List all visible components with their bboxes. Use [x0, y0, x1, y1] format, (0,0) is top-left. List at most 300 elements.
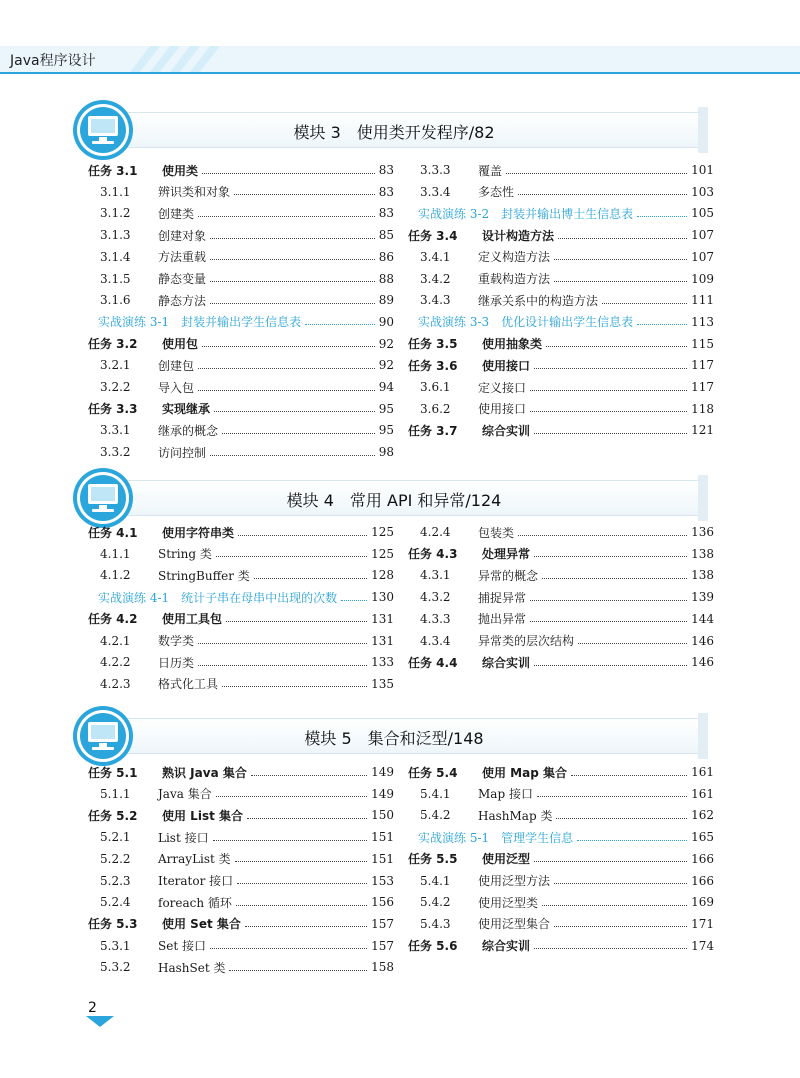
toc-entry-page: 130: [371, 590, 394, 605]
toc-entry-sub[interactable]: [100, 674, 394, 694]
leader-dots: [198, 665, 367, 666]
toc-entry-page: 146: [691, 633, 714, 648]
toc-entry-page: 83: [378, 163, 394, 177]
toc-entry-number: 3.1.2: [100, 206, 131, 221]
toc-entry-title: 设计构造方法: [482, 228, 555, 243]
toc-entry-sub[interactable]: [100, 269, 394, 289]
toc-entry-task[interactable]: [408, 225, 714, 245]
leader-dots: [537, 796, 687, 797]
leader-dots: [237, 883, 367, 884]
toc-entry-number: 任务 4.1: [88, 525, 138, 540]
leader-dots: [571, 775, 687, 776]
toc-entry-page: 118: [691, 401, 714, 416]
leader-dots: [198, 216, 375, 217]
toc-entry-number: 任务 3.1: [88, 163, 138, 178]
toc-entry-number: 5.2.2: [100, 851, 131, 866]
toc-entry-number: 4.3.2: [420, 590, 451, 605]
toc-entry-page: 149: [371, 786, 394, 801]
toc-entry-number: 3.2.1: [100, 358, 131, 373]
toc-entry-title: HashMap 类: [478, 808, 553, 823]
toc-entry-title: 捕捉异常: [478, 590, 527, 605]
leader-dots: [554, 883, 687, 884]
toc-entry-task[interactable]: [88, 522, 394, 542]
toc-entry-title: 格式化工具: [158, 677, 219, 692]
toc-entry-page: 98: [378, 445, 394, 460]
leader-dots: [637, 216, 687, 217]
leader-dots: [198, 368, 375, 369]
toc-entry-page: 166: [691, 851, 714, 866]
toc-entry-page: 89: [378, 293, 394, 308]
toc-entry-sub[interactable]: [100, 355, 394, 375]
toc-entry-number: 5.4.3: [420, 916, 451, 931]
toc-entry-task[interactable]: [88, 805, 394, 825]
toc-entry-prac[interactable]: [418, 312, 714, 332]
toc-entry-title: 使用接口: [478, 402, 527, 417]
toc-entry-task[interactable]: [88, 399, 394, 419]
toc-entry-title: Map 接口: [478, 787, 533, 802]
toc-entry-title: 覆盖: [478, 163, 503, 178]
toc-entry-number: 4.1.2: [100, 568, 131, 583]
toc-entry-sub[interactable]: [420, 269, 714, 289]
toc-entry-task[interactable]: [88, 334, 394, 354]
leader-dots: [530, 411, 687, 412]
leader-dots: [518, 535, 687, 536]
toc-entry-sub[interactable]: [100, 203, 394, 223]
toc-entry-title: 异常类的层次结构: [478, 634, 575, 648]
leader-dots: [534, 948, 687, 949]
toc-entry-title: Java 集合: [158, 787, 212, 802]
toc-entry-page: 135: [371, 676, 394, 691]
toc-entry-number: 3.6.1: [420, 380, 451, 394]
toc-entry-task[interactable]: [88, 762, 394, 782]
toc-entry-sub[interactable]: [420, 631, 714, 651]
toc-entry-page: 171: [691, 916, 714, 931]
toc-entry-sub[interactable]: [100, 936, 394, 956]
toc-entry-sub[interactable]: [420, 871, 714, 891]
leader-dots: [534, 665, 687, 666]
leader-dots: [534, 368, 687, 369]
toc-entry-sub[interactable]: [420, 565, 714, 585]
leader-dots: [235, 861, 367, 862]
toc-entry-title: 方法重载: [158, 250, 207, 265]
toc-entry-sub[interactable]: [420, 399, 714, 419]
toc-entry-task[interactable]: [408, 762, 714, 782]
toc-entry-sub[interactable]: [100, 957, 394, 977]
toc-entry-task[interactable]: [88, 160, 394, 180]
toc-entry-task[interactable]: [408, 544, 714, 564]
toc-entry-sub[interactable]: [100, 565, 394, 585]
toc-entry-task[interactable]: [408, 936, 714, 956]
toc-entry-number: 5.3.2: [100, 960, 131, 975]
toc-entry-page: 92: [378, 358, 394, 373]
header-band: [0, 46, 800, 72]
leader-dots: [210, 455, 375, 456]
toc-entry-sub[interactable]: [100, 849, 394, 869]
toc-entry-page: 136: [691, 525, 714, 539]
toc-entry-number: 4.2.2: [100, 655, 131, 670]
toc-entry-title: 静态变量: [158, 272, 207, 286]
toc-entry-page: 131: [371, 633, 394, 648]
leader-dots: [554, 926, 687, 927]
leader-dots: [542, 578, 687, 579]
toc-entry-number: 3.1.4: [100, 249, 131, 264]
leader-dots: [229, 970, 367, 971]
toc-entry-title: 使用接口: [482, 358, 531, 373]
leader-dots: [247, 818, 367, 819]
toc-entry-title: 导入包: [158, 380, 195, 395]
toc-entry-title: StringBuffer 类: [158, 568, 250, 583]
toc-entry-task[interactable]: [408, 652, 714, 672]
toc-entry-task[interactable]: [88, 914, 394, 934]
toc-entry-page: 158: [371, 960, 394, 975]
toc-entry-page: 95: [378, 423, 394, 438]
toc-entry-number: 任务 5.6: [408, 939, 458, 954]
toc-entry-number: 任务 3.4: [408, 228, 458, 243]
toc-entry-prac[interactable]: [98, 587, 394, 607]
toc-entry-number: 3.4.3: [420, 293, 451, 308]
toc-entry-page: 111: [691, 293, 714, 308]
module-title: 模块 3 使用类开发程序/82: [293, 123, 495, 142]
leader-dots: [213, 840, 367, 841]
toc-entry-number: 任务 3.3: [88, 402, 138, 417]
leader-dots: [236, 905, 367, 906]
leader-dots: [534, 861, 687, 862]
toc-entry-page: 107: [691, 249, 714, 264]
toc-entry-page: 125: [371, 546, 394, 561]
toc-entry-number: 任务 5.3: [88, 917, 138, 932]
leader-dots: [202, 346, 375, 347]
running-header-title: Java程序设计: [10, 53, 96, 69]
toc-entry-page: 150: [371, 808, 394, 823]
toc-entry-number: 5.4.1: [420, 786, 451, 801]
toc-entry-task[interactable]: [88, 609, 394, 629]
toc-entry-page: 131: [371, 611, 394, 626]
toc-entry-number: 3.1.3: [100, 228, 131, 243]
toc-entry-sub[interactable]: [100, 827, 394, 847]
toc-entry-page: 165: [691, 830, 714, 845]
toc-entry-number: 任务 5.4: [408, 765, 458, 780]
toc-entry-number: 5.1.1: [100, 786, 131, 801]
toc-entry-page: 83: [378, 206, 394, 221]
toc-entry-number: 5.4.2: [420, 895, 451, 910]
toc-entry-title: 使用包: [162, 337, 199, 352]
toc-entry-sub[interactable]: [100, 652, 394, 672]
toc-entry-page: 117: [691, 380, 714, 394]
toc-entry-title: Set 接口: [158, 939, 206, 954]
leader-dots: [554, 259, 687, 260]
toc-entry-sub[interactable]: [420, 609, 714, 629]
toc-entry-title: 重载构造方法: [478, 272, 551, 286]
toc-entry-number: 4.2.3: [100, 676, 131, 691]
toc-entry-title: 继承关系中的构造方法: [478, 293, 599, 308]
toc-entry-sub[interactable]: [100, 631, 394, 651]
toc-entry-number: 3.4.2: [420, 271, 451, 286]
leader-dots: [226, 621, 367, 622]
leader-dots: [577, 840, 687, 841]
toc-entry-title: 辨识类和对象: [158, 185, 231, 200]
toc-entry-title: 使用 List 集合: [162, 808, 243, 823]
toc-entry-number: 任务 3.7: [408, 423, 458, 438]
toc-entry-page: 85: [378, 228, 394, 243]
toc-entry-page: 109: [691, 271, 714, 286]
toc-entry-page: 101: [691, 163, 714, 177]
leader-dots: [530, 621, 687, 622]
toc-entry-title: 使用抽象类: [482, 337, 543, 352]
toc-entry-title: 实现继承: [162, 402, 211, 417]
toc-entry-number: 3.3.3: [420, 163, 451, 177]
toc-entry-number: 5.2.3: [100, 873, 131, 888]
toc-entry-title: 创建类: [158, 206, 195, 221]
toc-entry-title: 异常的概念: [478, 568, 539, 583]
toc-entry-title: 实战演练 3-2 封装并输出博士生信息表: [418, 206, 634, 221]
toc-entry-title: 数学类: [158, 634, 195, 648]
toc-entry-sub[interactable]: [420, 914, 714, 934]
toc-entry-page: 144: [691, 611, 714, 626]
toc-entry-title: 处理异常: [482, 547, 531, 562]
toc-entry-sub[interactable]: [100, 290, 394, 310]
module-title: 模块 5 集合和泛型/148: [304, 729, 484, 748]
toc-entry-task[interactable]: [408, 420, 714, 440]
leader-dots: [254, 578, 367, 579]
toc-entry-number: 3.6.2: [420, 401, 451, 416]
toc-entry-title: 使用类: [162, 163, 199, 178]
page-marker-triangle-icon: [86, 1016, 114, 1027]
leader-dots: [530, 390, 687, 391]
toc-entry-title: 综合实训: [482, 423, 531, 438]
toc-entry-prac[interactable]: [418, 827, 714, 847]
leader-dots: [637, 324, 687, 325]
leader-dots: [530, 600, 687, 601]
leader-dots: [214, 411, 375, 412]
toc-entry-title: 实战演练 3-3 优化设计输出学生信息表: [418, 315, 634, 330]
toc-entry-title: 抛出异常: [478, 612, 527, 627]
leader-dots: [602, 303, 687, 304]
leader-dots: [546, 346, 687, 347]
toc-entry-page: 161: [691, 786, 714, 801]
toc-entry-number: 任务 3.2: [88, 337, 138, 352]
toc-entry-title: foreach 循环: [158, 895, 232, 910]
toc-entry-number: 4.3.4: [420, 633, 451, 648]
toc-entry-prac[interactable]: [418, 203, 714, 223]
page-number: 2: [88, 1000, 97, 1016]
toc-entry-number: 任务 5.5: [408, 852, 458, 867]
toc-entry-title: 使用 Set 集合: [162, 917, 241, 932]
toc-entry-page: 95: [378, 401, 394, 416]
toc-entry-page: 115: [691, 336, 714, 351]
toc-entry-title: 实战演练 3-1 封装并输出学生信息表: [98, 315, 302, 330]
toc-entry-number: 任务 4.2: [88, 612, 138, 627]
leader-dots: [558, 238, 687, 239]
toc-entry-page: 146: [691, 655, 714, 670]
toc-entry-title: 使用泛型类: [478, 895, 539, 910]
toc-entry-number: 任务 4.4: [408, 655, 458, 670]
toc-entry-page: 125: [371, 525, 394, 539]
leader-dots: [238, 535, 367, 536]
leader-dots: [210, 259, 375, 260]
leader-dots: [210, 281, 375, 282]
toc-entry-sub[interactable]: [420, 290, 714, 310]
leader-dots: [210, 238, 375, 239]
toc-entry-sub[interactable]: [420, 805, 714, 825]
toc-entry-page: 138: [691, 546, 714, 561]
toc-entry-task[interactable]: [408, 355, 714, 375]
module-banner: [80, 480, 708, 516]
toc-entry-number: 任务 4.3: [408, 547, 458, 562]
leader-dots: [341, 600, 367, 601]
leader-dots: [245, 926, 367, 927]
toc-entry-title: HashSet 类: [158, 960, 226, 975]
toc-entry-page: 121: [691, 423, 714, 438]
toc-entry-number: 3.4.1: [420, 249, 451, 264]
toc-entry-number: 5.2.4: [100, 895, 131, 910]
toc-entry-number: 5.2.1: [100, 830, 131, 845]
toc-entry-sub[interactable]: [420, 892, 714, 912]
toc-entry-sub[interactable]: [420, 587, 714, 607]
leader-dots: [534, 433, 687, 434]
leader-dots: [210, 303, 375, 304]
toc-entry-sub[interactable]: [100, 871, 394, 891]
toc-entry-page: 156: [371, 895, 394, 910]
toc-entry-title: 创建对象: [158, 228, 207, 243]
toc-entry-number: 4.2.4: [420, 525, 451, 539]
module-banner: [80, 718, 708, 754]
toc-entry-title: 综合实训: [482, 655, 531, 670]
toc-entry-title: 定义接口: [478, 380, 527, 395]
leader-dots: [234, 194, 375, 195]
toc-entry-title: ArrayList 类: [158, 852, 231, 867]
toc-entry-title: 实战演练 4-1 统计子串在母串中出现的次数: [98, 590, 338, 605]
module-title: 模块 4 常用 API 和异常/124: [286, 491, 502, 510]
toc-entry-title: 静态方法: [158, 293, 207, 308]
leader-dots: [251, 775, 367, 776]
toc-entry-page: 107: [691, 228, 714, 243]
toc-entry-page: 139: [691, 590, 714, 605]
toc-entry-number: 5.3.1: [100, 938, 131, 953]
toc-entry-sub[interactable]: [100, 544, 394, 564]
leader-dots: [222, 686, 367, 687]
toc-entry-number: 4.2.1: [100, 633, 131, 648]
toc-entry-title: 实战演练 5-1 管理学生信息: [418, 830, 574, 845]
toc-entry-task[interactable]: [408, 849, 714, 869]
toc-entry-title: 定义构造方法: [478, 250, 551, 265]
toc-entry-page: 157: [371, 916, 394, 931]
toc-entry-number: 3.3.1: [100, 423, 131, 438]
toc-entry-page: 138: [691, 568, 714, 583]
toc-entry-title: 使用泛型方法: [478, 874, 551, 888]
toc-entry-number: 3.1.6: [100, 293, 131, 308]
toc-entry-sub[interactable]: [100, 892, 394, 912]
leader-dots: [198, 390, 375, 391]
leader-dots: [556, 818, 687, 819]
leader-dots: [534, 556, 687, 557]
toc-entry-page: 174: [691, 938, 714, 953]
toc-entry-sub[interactable]: [420, 160, 714, 180]
toc-entry-title: Iterator 接口: [158, 874, 234, 888]
leader-dots: [216, 556, 367, 557]
toc-entry-page: 128: [371, 568, 394, 583]
toc-entry-sub[interactable]: [100, 377, 394, 397]
toc-entry-sub[interactable]: [100, 225, 394, 245]
toc-entry-title: String 类: [158, 547, 212, 562]
toc-entry-sub[interactable]: [420, 522, 714, 542]
toc-entry-page: 161: [691, 765, 714, 779]
leader-dots: [554, 281, 687, 282]
leader-dots: [305, 324, 375, 325]
toc-entry-page: 83: [378, 184, 394, 199]
toc-entry-number: 4.3.1: [420, 568, 451, 583]
toc-entry-number: 任务 3.5: [408, 337, 458, 352]
toc-entry-task[interactable]: [408, 334, 714, 354]
toc-entry-page: 86: [378, 249, 394, 264]
leader-dots: [202, 173, 375, 174]
leader-dots: [578, 643, 687, 644]
toc-entry-title: 访问控制: [158, 445, 207, 460]
toc-entry-title: 使用泛型集合: [478, 917, 551, 932]
toc-entry-title: 日历类: [158, 655, 195, 670]
toc-entry-page: 162: [691, 808, 714, 823]
toc-entry-number: 任务 3.6: [408, 358, 458, 373]
toc-entry-title: List 接口: [158, 830, 209, 845]
leader-dots: [198, 643, 367, 644]
toc-entry-page: 153: [371, 873, 394, 888]
toc-entry-title: 熟识 Java 集合: [162, 765, 247, 780]
toc-entry-sub[interactable]: [420, 182, 714, 202]
toc-entry-sub[interactable]: [100, 442, 394, 462]
toc-entry-number: 3.3.4: [420, 184, 451, 199]
toc-entry-sub[interactable]: [420, 247, 714, 267]
toc-entry-page: 151: [371, 851, 394, 866]
toc-entry-number: 任务 5.1: [88, 765, 138, 780]
toc-entry-number: 5.4.2: [420, 808, 451, 823]
toc-entry-page: 105: [691, 206, 714, 221]
leader-dots: [216, 796, 367, 797]
toc-entry-number: 3.1.1: [100, 184, 131, 199]
toc-entry-page: 113: [691, 314, 714, 329]
toc-entry-sub[interactable]: [420, 377, 714, 397]
toc-entry-number: 任务 5.2: [88, 808, 138, 823]
toc-entry-sub[interactable]: [100, 247, 394, 267]
toc-entry-page: 157: [371, 938, 394, 953]
toc-entry-page: 133: [371, 655, 394, 670]
toc-entry-page: 151: [371, 830, 394, 845]
toc-entry-number: 4.3.3: [420, 611, 451, 626]
toc-entry-prac[interactable]: [98, 312, 394, 332]
toc-entry-title: 使用泛型: [482, 852, 531, 867]
toc-entry-sub[interactable]: [100, 420, 394, 440]
toc-entry-title: 使用字符串类: [162, 525, 235, 540]
toc-entry-sub[interactable]: [100, 182, 394, 202]
toc-entry-number: 3.2.2: [100, 380, 131, 394]
toc-entry-page: 117: [691, 358, 714, 373]
toc-entry-page: 169: [691, 895, 714, 910]
toc-entry-title: 多态性: [478, 185, 515, 200]
toc-entry-sub[interactable]: [420, 784, 714, 804]
toc-entry-title: 综合实训: [482, 939, 531, 954]
leader-dots: [542, 905, 687, 906]
toc-entry-number: 5.4.1: [420, 873, 451, 888]
header-rule: [0, 72, 800, 74]
toc-entry-page: 166: [691, 873, 714, 888]
leader-dots: [210, 948, 367, 949]
toc-entry-sub[interactable]: [100, 784, 394, 804]
module-banner: [80, 112, 708, 148]
toc-entry-page: 149: [371, 765, 394, 779]
toc-entry-number: 3.3.2: [100, 445, 131, 460]
toc-entry-page: 90: [378, 314, 394, 329]
leader-dots: [518, 194, 687, 195]
toc-entry-title: 包装类: [478, 525, 515, 540]
toc-entry-page: 88: [378, 271, 394, 286]
